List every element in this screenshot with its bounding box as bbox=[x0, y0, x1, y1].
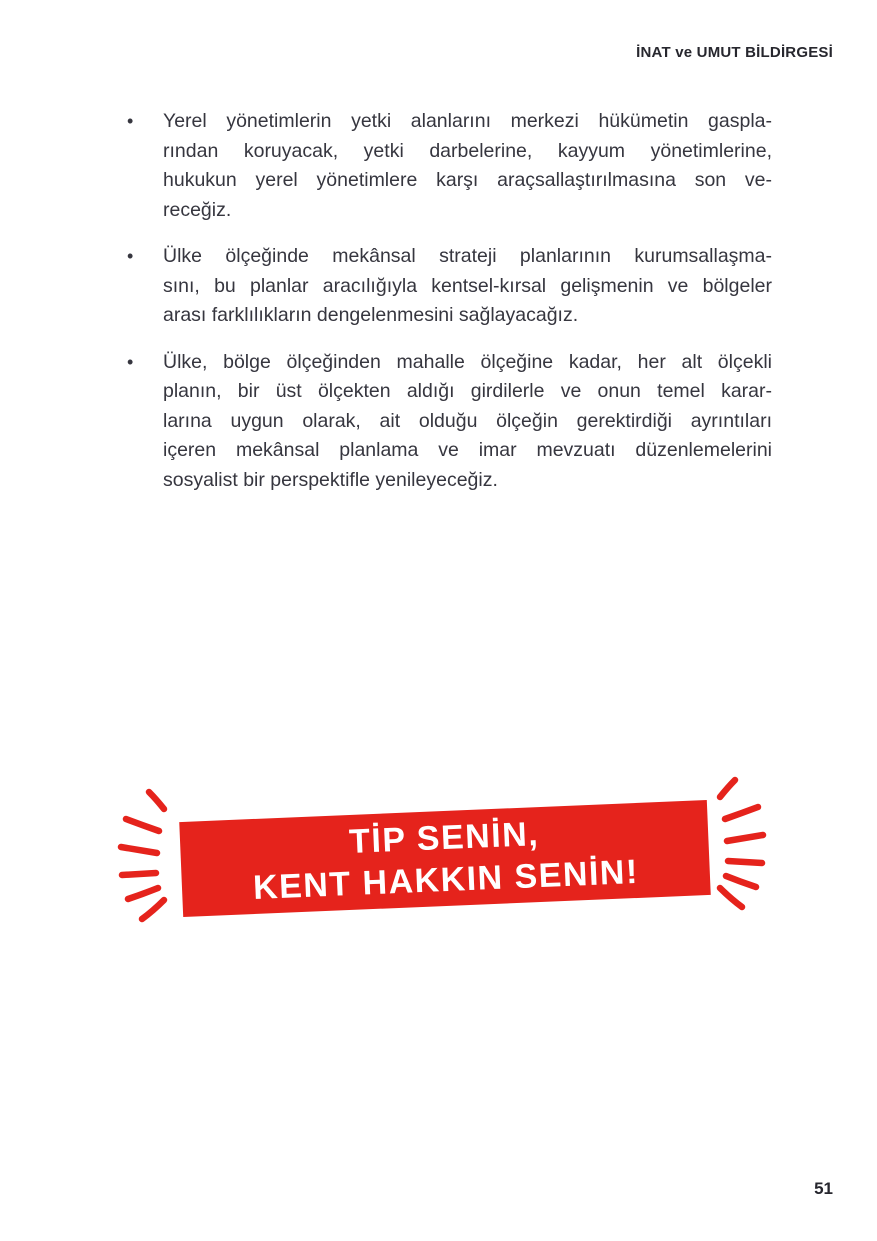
paragraph-line: Ülke, bölge ölçeğinden mahalle ölçeğine kadar, her alt ölçekli bbox=[163, 350, 772, 373]
bullet-marker: • bbox=[127, 111, 134, 131]
bullet-text bbox=[163, 348, 772, 496]
burst-left-icon bbox=[116, 786, 172, 926]
paragraph-line: içeren mekânsal planlama ve imar mevzuatı düzenlemelerini bbox=[163, 439, 772, 461]
bullet-marker: • bbox=[127, 246, 134, 266]
paragraph-line: Yerel yönetimlerin yetki alanlarını merkezi hükümetin gaspla- bbox=[163, 110, 772, 132]
paragraph-line: planın, bir üst ölçekten aldığı girdilerle ve onun temel karar- bbox=[163, 380, 772, 402]
bullet-item bbox=[124, 242, 774, 331]
paragraph-line: arası farklılıkların dengelenmesini sağlayacağız. bbox=[163, 304, 579, 326]
paragraph-line: sını, bu planlar aracılığıyla kentsel-kırsal gelişmenin ve bölgeler bbox=[163, 274, 772, 297]
bullet-item bbox=[124, 107, 774, 225]
paragraph-line: sosyalist bir perspektifle yenileyeceğiz. bbox=[163, 468, 498, 491]
paragraph-line: rından koruyacak, yetki darbelerine, kayyum yönetimlerine, bbox=[163, 139, 772, 162]
bullet-item bbox=[124, 348, 774, 496]
page-header: İNAT ve UMUT BİLDİRGESİ bbox=[636, 44, 833, 61]
bullet-list bbox=[124, 107, 774, 512]
paragraph-line: receğiz. bbox=[163, 198, 232, 221]
bullet-text bbox=[163, 107, 772, 225]
paragraph-line: larına uygun olarak, ait olduğu ölçeğin gerektirdiği ayrıntıları bbox=[163, 409, 772, 432]
paragraph-line: hukukun yerel yönetimlere karşı araçsallaştırılmasına son ve- bbox=[163, 169, 772, 191]
burst-right-icon bbox=[712, 774, 768, 914]
page-number: 51 bbox=[814, 1179, 833, 1198]
bullet-text bbox=[163, 242, 772, 331]
paragraph-line: Ülke ölçeğinde mekânsal strateji planlarının kurumsallaşma- bbox=[163, 245, 772, 267]
slogan-line-2: KENT HAKKIN SENİN! bbox=[252, 852, 640, 907]
bullet-marker: • bbox=[127, 351, 134, 372]
slogan-line-1: TİP SENİN, bbox=[348, 814, 540, 861]
slogan-banner bbox=[179, 800, 711, 917]
